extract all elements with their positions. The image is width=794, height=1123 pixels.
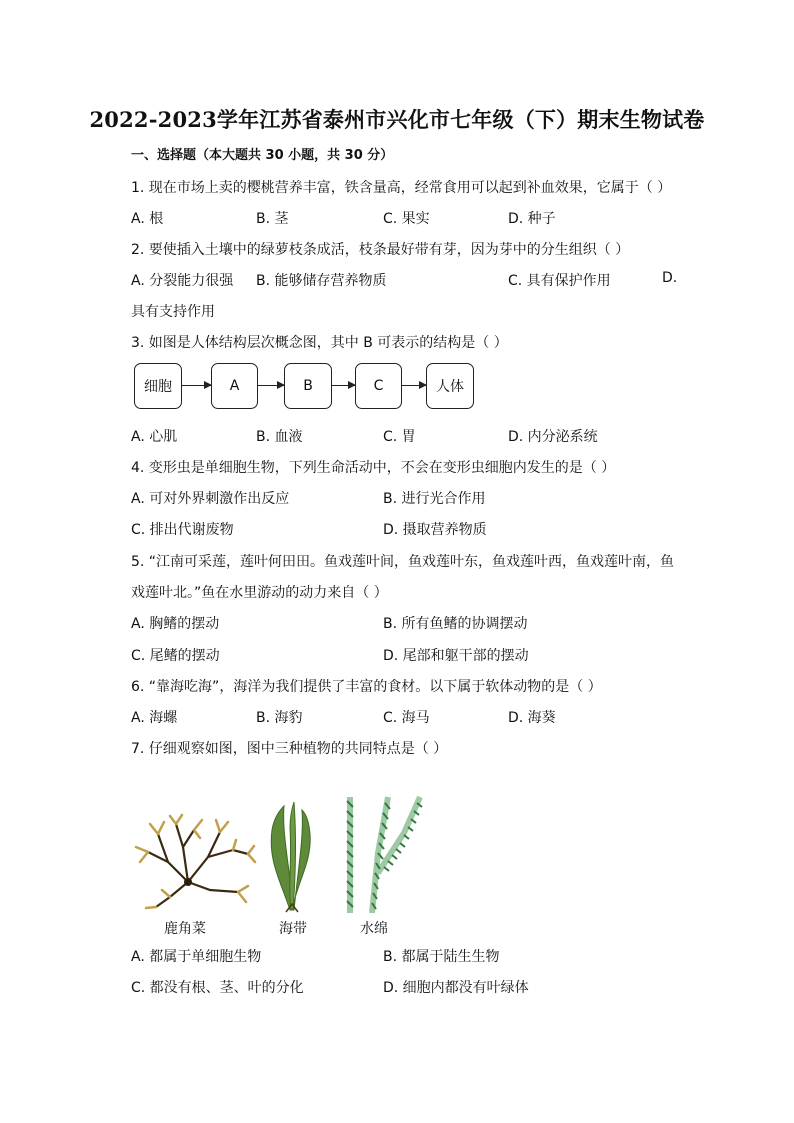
q4-option-d: D. 摄取营养物质 bbox=[383, 522, 487, 538]
q7-option-c: C. 都没有根、茎、叶的分化 bbox=[131, 980, 304, 996]
chart-box-cell: 细胞 bbox=[134, 363, 182, 409]
chart-box-human: 人体 bbox=[426, 363, 474, 409]
q3-option-d: D. 内分泌系统 bbox=[508, 429, 598, 445]
q2-option-d-text: 具有支持作用 bbox=[131, 304, 215, 320]
spirogyra-image bbox=[338, 793, 428, 917]
question-3-stem: 3. 如图是人体结构层次概念图，其中 B 可表示的结构是（ ） bbox=[131, 335, 508, 351]
question-7-stem: 7. 仔细观察如图，图中三种植物的共同特点是（ ） bbox=[131, 741, 448, 757]
q5-option-b: B. 所有鱼鳍的协调摆动 bbox=[383, 616, 528, 632]
q1-option-a: A. 根 bbox=[131, 211, 164, 227]
q2-option-c: C. 具有保护作用 bbox=[508, 273, 611, 289]
chart-arrow bbox=[258, 385, 284, 386]
q3-option-c: C. 胃 bbox=[383, 429, 416, 445]
q4-option-c: C. 排出代谢废物 bbox=[131, 522, 234, 538]
chart-box-a: A bbox=[211, 363, 258, 409]
q6-option-d: D. 海葵 bbox=[508, 710, 556, 726]
q1-option-c: C. 果实 bbox=[383, 211, 430, 227]
figure-label-pelvetia: 鹿角菜 bbox=[164, 921, 206, 937]
question-4-stem: 4. 变形虫是单细胞生物，下列生命活动中，不会在变形虫细胞内发生的是（ ） bbox=[131, 460, 616, 476]
exam-title: 2022-2023学年江苏省泰州市兴化市七年级（下）期末生物试卷 bbox=[89, 107, 705, 132]
question-5-stem-line2: 戏莲叶北。”鱼在水里游动的动力来自（ ） bbox=[131, 585, 388, 601]
q1-option-b: B. 茎 bbox=[256, 211, 289, 227]
chart-box-c: C bbox=[355, 363, 402, 409]
seaweed-pelvetia-image bbox=[128, 812, 258, 912]
section-heading: 一、选择题（本大题共 30 小题，共 30 分） bbox=[131, 148, 394, 163]
kelp-image bbox=[262, 800, 320, 916]
q7-option-d: D. 细胞内都没有叶绿体 bbox=[383, 980, 529, 996]
chart-arrow bbox=[332, 385, 355, 386]
figure-label-kelp: 海带 bbox=[279, 921, 307, 937]
q7-option-a: A. 都属于单细胞生物 bbox=[131, 949, 262, 965]
q1-option-d: D. 种子 bbox=[508, 211, 556, 227]
q3-option-a: A. 心肌 bbox=[131, 429, 178, 445]
q5-option-c: C. 尾鳍的摆动 bbox=[131, 648, 220, 664]
question-5-stem-line1: 5. “江南可采莲，莲叶何田田。鱼戏莲叶间，鱼戏莲叶东，鱼戏莲叶西，鱼戏莲叶南，鱼 bbox=[131, 554, 675, 570]
figure-label-spirogyra: 水绵 bbox=[360, 921, 388, 937]
question-2-stem: 2. 要使插入土壤中的绿萝枝条成活，枝条最好带有芽，因为芽中的分生组织（ ） bbox=[131, 242, 630, 258]
q6-option-a: A. 海螺 bbox=[131, 710, 178, 726]
question-1-stem: 1. 现在市场上卖的樱桃营养丰富，铁含量高，经常食用可以起到补血效果，它属于（ ） bbox=[131, 180, 672, 196]
q4-option-a: A. 可对外界刺激作出反应 bbox=[131, 491, 290, 507]
q2-option-a: A. 分裂能力很强 bbox=[131, 273, 234, 289]
chart-box-b: B bbox=[284, 363, 332, 409]
q7-option-b: B. 都属于陆生生物 bbox=[383, 949, 500, 965]
q6-option-b: B. 海豹 bbox=[256, 710, 303, 726]
chart-arrow bbox=[402, 385, 426, 386]
question-6-stem: 6. “靠海吃海”，海洋为我们提供了丰富的食材。以下属于软体动物的是（ ） bbox=[131, 679, 602, 695]
q5-option-d: D. 尾部和躯干部的摆动 bbox=[383, 648, 529, 664]
q4-option-b: B. 进行光合作用 bbox=[383, 491, 486, 507]
chart-arrow bbox=[182, 385, 211, 386]
q6-option-c: C. 海马 bbox=[383, 710, 430, 726]
q3-option-b: B. 血液 bbox=[256, 429, 303, 445]
q2-option-d: D. bbox=[662, 270, 678, 286]
q2-option-b: B. 能够储存营养物质 bbox=[256, 273, 387, 289]
q5-option-a: A. 胸鳍的摆动 bbox=[131, 616, 220, 632]
